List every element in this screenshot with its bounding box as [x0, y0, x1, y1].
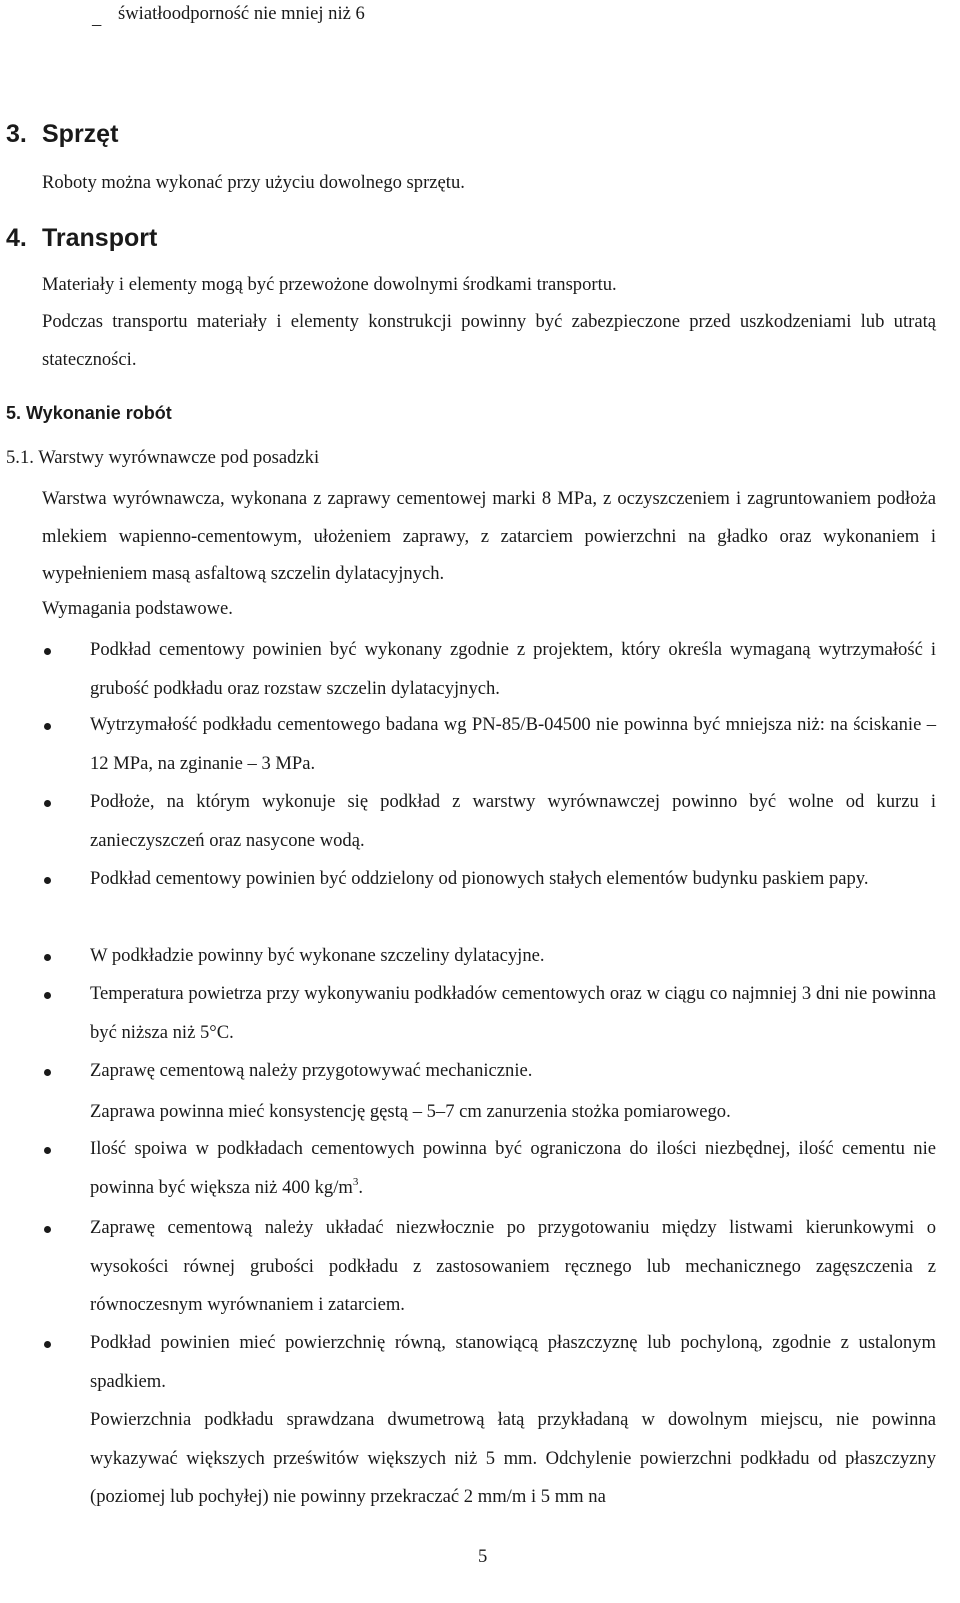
list-item-text: W podkładzie powinny być wykonane szczeliny dylatacyjne.: [90, 945, 545, 966]
section-4-text-2: Podczas transportu materiały i elementy konstrukcji powinny być zabezpieczone przed uszkodzeniami lub utratą stateczności.: [42, 311, 936, 370]
list-item-text: Podkład cementowy powinien być wykonany zgodnie z projektem, który określa wymaganą wytrzymałość i grubość podkładu oraz rozstaw szczelin dylatacyjnych.: [90, 639, 936, 699]
bullet-dot: [44, 954, 51, 961]
bullet-dot: [44, 723, 51, 730]
list-item-text: [90, 1130, 936, 1207]
consistency-note: Zaprawa powinna mieć konsystencję gęstą – 5–7 cm zanurzenia stożka pomiarowego.: [90, 1101, 731, 1122]
bullet-dot: [44, 800, 51, 807]
section-3-text: Roboty można wykonać przy użyciu dowolnego sprzętu.: [42, 172, 465, 193]
requirements-label: Wymagania podstawowe.: [42, 598, 233, 619]
list-item-text: światłoodporność nie mniej niż 6: [118, 3, 365, 24]
binder-text: Ilość spoiwa w podkładach cementowych powinna być ograniczona do ilości niezbędnej, ilość cementu nie powinna być większa niż 400 kg/m: [90, 1138, 936, 1198]
list-item-text: Zaprawę cementową należy przygotowywać mechanicznie.: [90, 1060, 533, 1081]
bullet-dot: [44, 1341, 51, 1348]
binder-end: .: [358, 1176, 363, 1198]
list-item-text: Wytrzymałość podkładu cementowego badana wg PN-85/B-04500 nie powinna być mniejsza niż: na ściskanie – 12 MPa, na zginanie – 3 MPa.: [90, 714, 936, 774]
bullet-dot: [44, 1226, 51, 1233]
list-item-text: Podkład cementowy powinien być oddzielony od pionowych stałych elementów budynku paskiem papy.: [90, 868, 869, 889]
section-4-text-1: Materiały i elementy mogą być przewożone dowolnymi środkami transportu.: [42, 274, 617, 295]
list-item-text: Zaprawę cementową należy układać niezwłocznie po przygotowaniu między listwami kierunkowymi o wysokości równej grubości podkładu z zastosowaniem ręcznego lub mechanicznego zagęszczenia z równoczesnym wyrównaniem i zatarciem.: [90, 1217, 936, 1315]
section-title: Transport: [42, 224, 158, 252]
surface-note: Powierzchnia podkładu sprawdzana dwumetrową łatą przykładaną w dowolnym miejscu, nie powinna wykazywać większych prześwitów większych niż 5 mm. Odchylenie powierzchni podkładu od płaszczyzny (poziomej lub pochyłej) nie powinny przekraczać 2 mm/m i 5 mm na: [90, 1409, 936, 1507]
section-5-heading: 5. Wykonanie robót: [6, 403, 172, 423]
bullet-dot: [44, 877, 51, 884]
bullet-dot: [44, 648, 51, 655]
dash-marker: –: [92, 14, 102, 35]
list-item-text: Temperatura powietrza przy wykonywaniu podkładów cementowych oraz w ciągu co najmniej 3 dni nie powinna być niższa niż 5°C.: [90, 983, 936, 1043]
page-number: 5: [478, 1546, 488, 1567]
section-number: 3.: [6, 120, 27, 148]
superscript: 3: [352, 1175, 359, 1188]
section-number: 4.: [6, 224, 27, 252]
bullet-dot: [44, 1147, 51, 1154]
section-title: Sprzęt: [42, 120, 119, 148]
bullet-dot: [44, 992, 51, 999]
list-item-text: Podkład powinien mieć powierzchnię równą, stanowiącą płaszczyznę lub pochyloną, zgodnie z ustalonym spadkiem.: [90, 1332, 936, 1392]
subsection-5-1-heading: 5.1. Warstwy wyrównawcze pod posadzki: [6, 447, 320, 468]
bullet-dot: [44, 1069, 51, 1076]
section-5-intro: Warstwa wyrównawcza, wykonana z zaprawy cementowej marki 8 MPa, z oczyszczeniem i zagruntowaniem podłoża mlekiem wapienno-cementowym, ułożeniem zaprawy, z zatarciem powierzchni na gładko oraz wykonaniem i wypełnieniem masą asfaltową szczelin dylatacyjnych.: [42, 488, 936, 584]
list-item-text: Podłoże, na którym wykonuje się podkład z warstwy wyrównawczej powinno być wolne od kurzu i zanieczyszczeń oraz nasycone wodą.: [90, 791, 936, 851]
